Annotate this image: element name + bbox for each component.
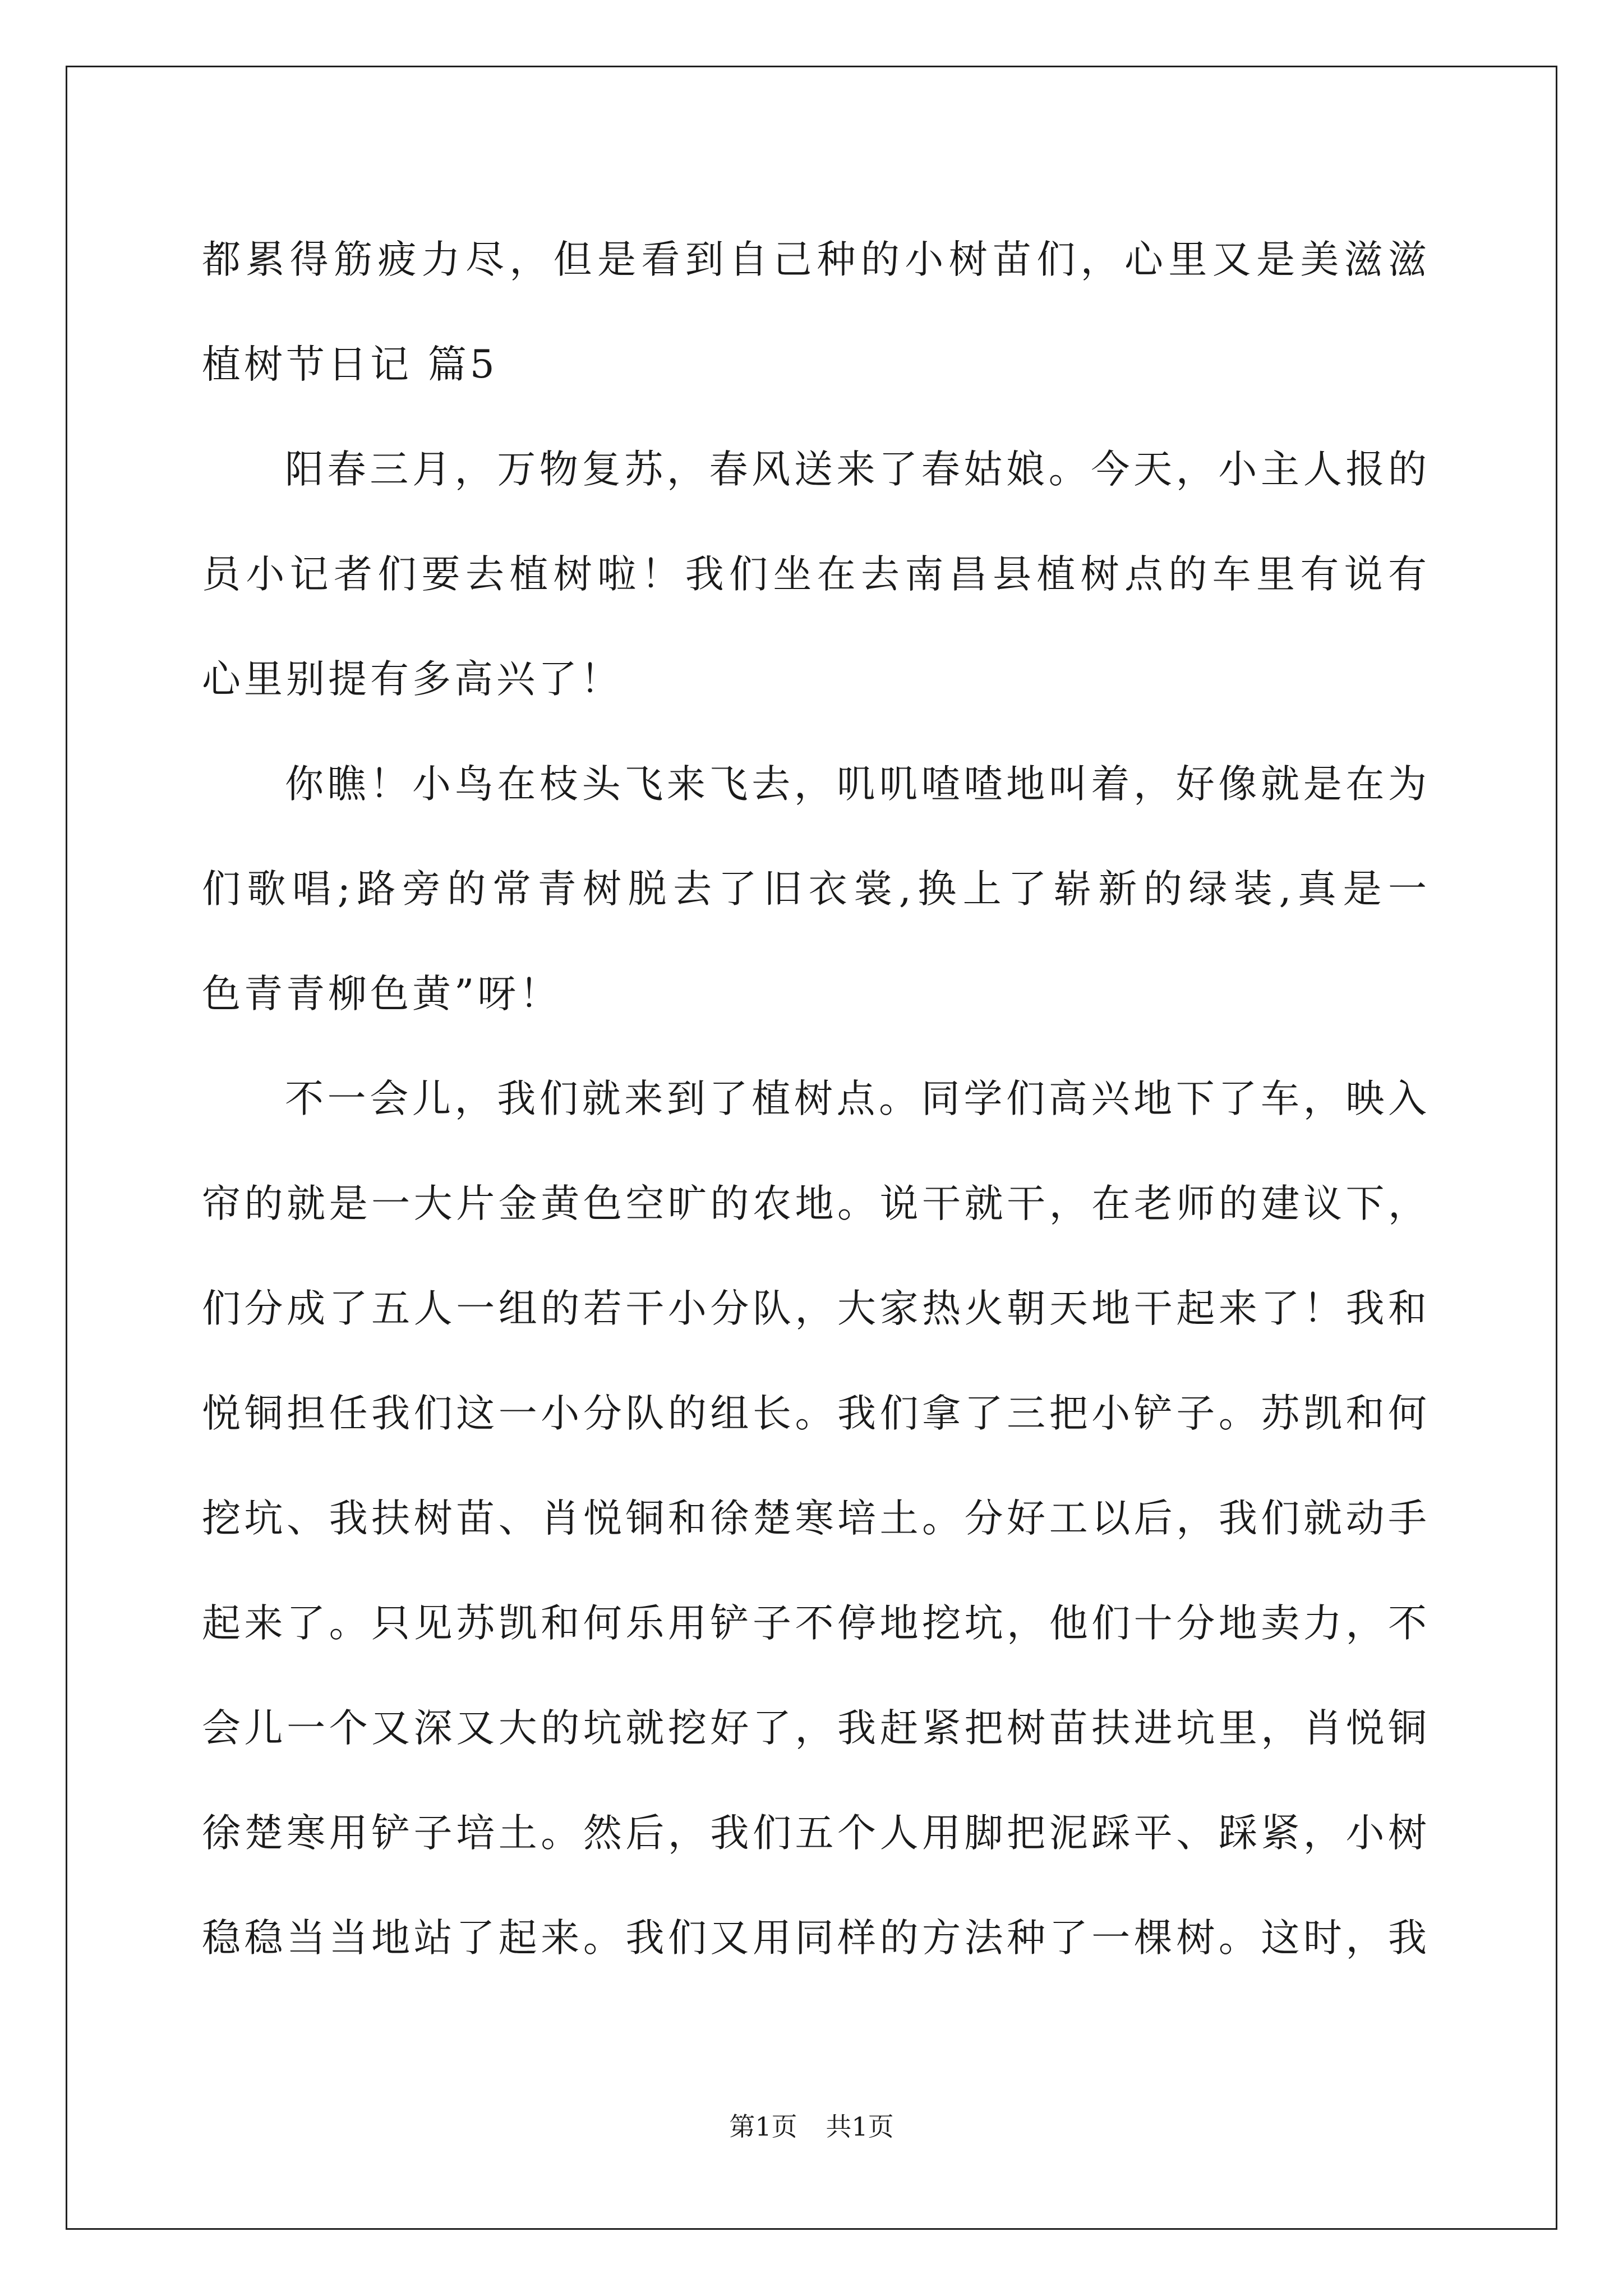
page-footer <box>0 2106 1623 2143</box>
text-line: 都累得筋疲力尽，但是看到自己种的小树苗们，心里又是美滋滋 <box>202 237 1430 282</box>
text-line: 员小记者们要去植树啦！我们坐在去南昌县植树点的车里有说有 <box>202 552 1430 597</box>
text-line: 心里别提有多高兴了！ <box>202 657 623 702</box>
text-line: 阳春三月，万物复苏，春风送来了春姑娘。今天，小主人报的 <box>285 447 1430 492</box>
page-number: 第1页 <box>729 2111 797 2142</box>
text-line: 悦铜担任我们这一小分队的组长。我们拿了三把小铲子。苏凯和何 <box>202 1391 1430 1436</box>
text-line: 挖坑、我扶树苗、肖悦铜和徐楚寒培土。分好工以后，我们就动手 <box>202 1496 1430 1541</box>
document-body <box>202 208 1430 1991</box>
text-line: 色青青柳色黄”呀！ <box>202 972 562 1016</box>
section-heading: 植树节日记 篇5 <box>202 342 498 387</box>
text-line: 起来了。只见苏凯和何乐用铲子不停地挖坑，他们十分地卖力，不 <box>202 1601 1430 1646</box>
text-line: 你瞧！小鸟在枝头飞来飞去，叽叽喳喳地叫着，好像就是在为 <box>285 762 1430 807</box>
page-total: 共1页 <box>826 2111 894 2142</box>
text-line: 徐楚寒用铲子培土。然后，我们五个人用脚把泥踩平、踩紧，小树 <box>202 1811 1430 1856</box>
text-line: 们分成了五人一组的若干小分队，大家热火朝天地干起来了！我和 <box>202 1286 1430 1331</box>
text-line: 们歌唱;路旁的常青树脱去了旧衣裳,换上了崭新的绿装,真是一 <box>202 867 1430 912</box>
text-line: 帘的就是一大片金黄色空旷的农地。说干就干，在老师的建议下， <box>202 1181 1430 1226</box>
text-line: 稳稳当当地站了起来。我们又用同样的方法种了一棵树。这时，我 <box>202 1916 1430 1961</box>
text-line: 不一会儿，我们就来到了植树点。同学们高兴地下了车，映入 <box>285 1076 1430 1121</box>
text-line: 会儿一个又深又大的坑就挖好了，我赶紧把树苗扶进坑里，肖悦铜 <box>202 1706 1430 1751</box>
